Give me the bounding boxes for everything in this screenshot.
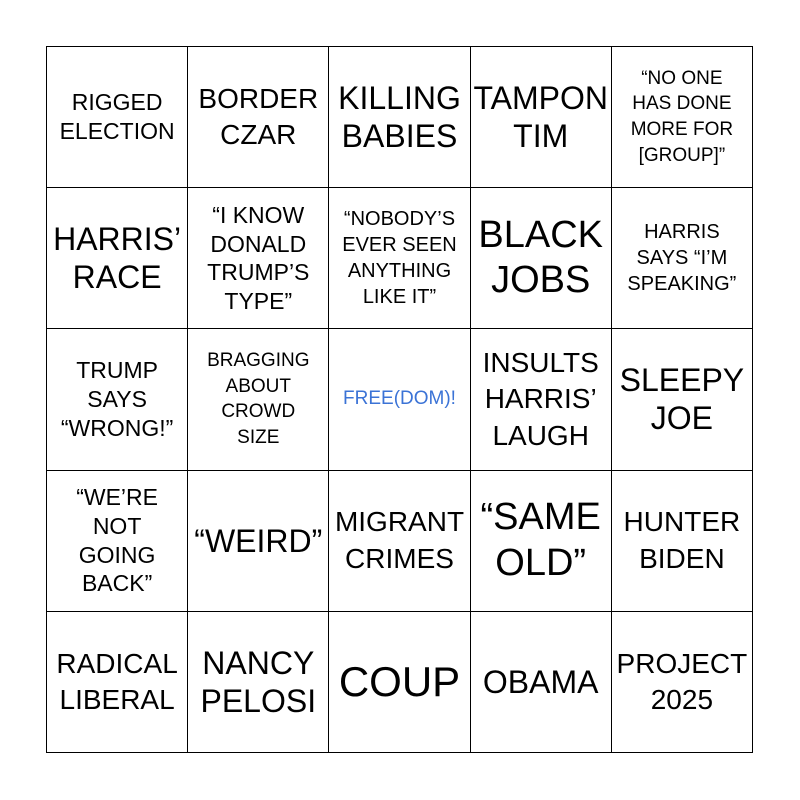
bingo-cell[interactable]	[47, 329, 188, 470]
bingo-cell[interactable]	[188, 329, 329, 470]
cell-text: “I KNOW DONALD TRUMP’S TYPE”	[207, 201, 310, 315]
bingo-cell[interactable]	[329, 612, 470, 753]
cell-text: KILLING BABIES	[338, 79, 461, 155]
bingo-cell[interactable]	[471, 329, 612, 470]
bingo-cell[interactable]	[188, 612, 329, 753]
bingo-cell[interactable]	[47, 471, 188, 612]
cell-text: “SAME OLD”	[480, 496, 601, 584]
cell-text: BORDER CZAR	[198, 82, 319, 151]
cell-text: OBAMA	[482, 663, 599, 700]
cell-text: “NO ONE HAS DONE MORE FOR [GROUP]”	[630, 67, 734, 166]
cell-text: BLACK JOBS	[478, 213, 603, 302]
cell-text: MIGRANT CRIMES	[334, 506, 465, 574]
bingo-cell[interactable]	[47, 188, 188, 329]
cell-text: SLEEPY JOE	[619, 362, 745, 437]
bingo-cell[interactable]	[188, 188, 329, 329]
cell-text: NANCY PELOSI	[200, 644, 317, 719]
bingo-cell free-space[interactable]	[329, 329, 470, 470]
cell-text: COUP	[338, 657, 461, 705]
cell-text: TRUMP SAYS “WRONG!”	[60, 357, 174, 441]
cell-text: PROJECT 2025	[616, 647, 748, 715]
bingo-cell[interactable]	[612, 471, 753, 612]
bingo-cell[interactable]	[188, 47, 329, 188]
bingo-cell[interactable]	[471, 471, 612, 612]
bingo-cell[interactable]	[471, 612, 612, 753]
bingo-cell[interactable]	[47, 47, 188, 188]
cell-text: INSULTS HARRIS’ LAUGH	[482, 346, 599, 451]
bingo-cell[interactable]	[612, 188, 753, 329]
free-space-text: FREE(DOM)!	[343, 388, 456, 410]
cell-text: RIGGED ELECTION	[59, 89, 175, 145]
bingo-cell[interactable]	[471, 188, 612, 329]
cell-text: “WEIRD”	[194, 522, 323, 559]
cell-text: “NOBODY’S EVER SEEN ANYTHING LIKE IT”	[342, 208, 457, 309]
bingo-cell[interactable]	[612, 329, 753, 470]
bingo-cell[interactable]	[612, 612, 753, 753]
bingo-cell[interactable]	[47, 612, 188, 753]
bingo-cell[interactable]	[329, 471, 470, 612]
bingo-cell[interactable]	[188, 471, 329, 612]
cell-text: HUNTER BIDEN	[623, 506, 741, 574]
cell-text: BRAGGING ABOUT CROWD SIZE	[207, 350, 310, 449]
bingo-cell[interactable]	[329, 47, 470, 188]
bingo-cell[interactable]	[612, 47, 753, 188]
cell-text: “WE’RE NOT GOING BACK”	[76, 484, 158, 597]
cell-text: HARRIS SAYS “I’M SPEAKING”	[627, 221, 737, 296]
cell-text: RADICAL LIBERAL	[56, 647, 178, 715]
bingo-cell[interactable]	[471, 47, 612, 188]
bingo-board	[46, 46, 753, 753]
cell-text: TAMPON TIM	[473, 79, 608, 155]
cell-text: HARRIS’ RACE	[53, 220, 182, 296]
bingo-cell[interactable]	[329, 188, 470, 329]
